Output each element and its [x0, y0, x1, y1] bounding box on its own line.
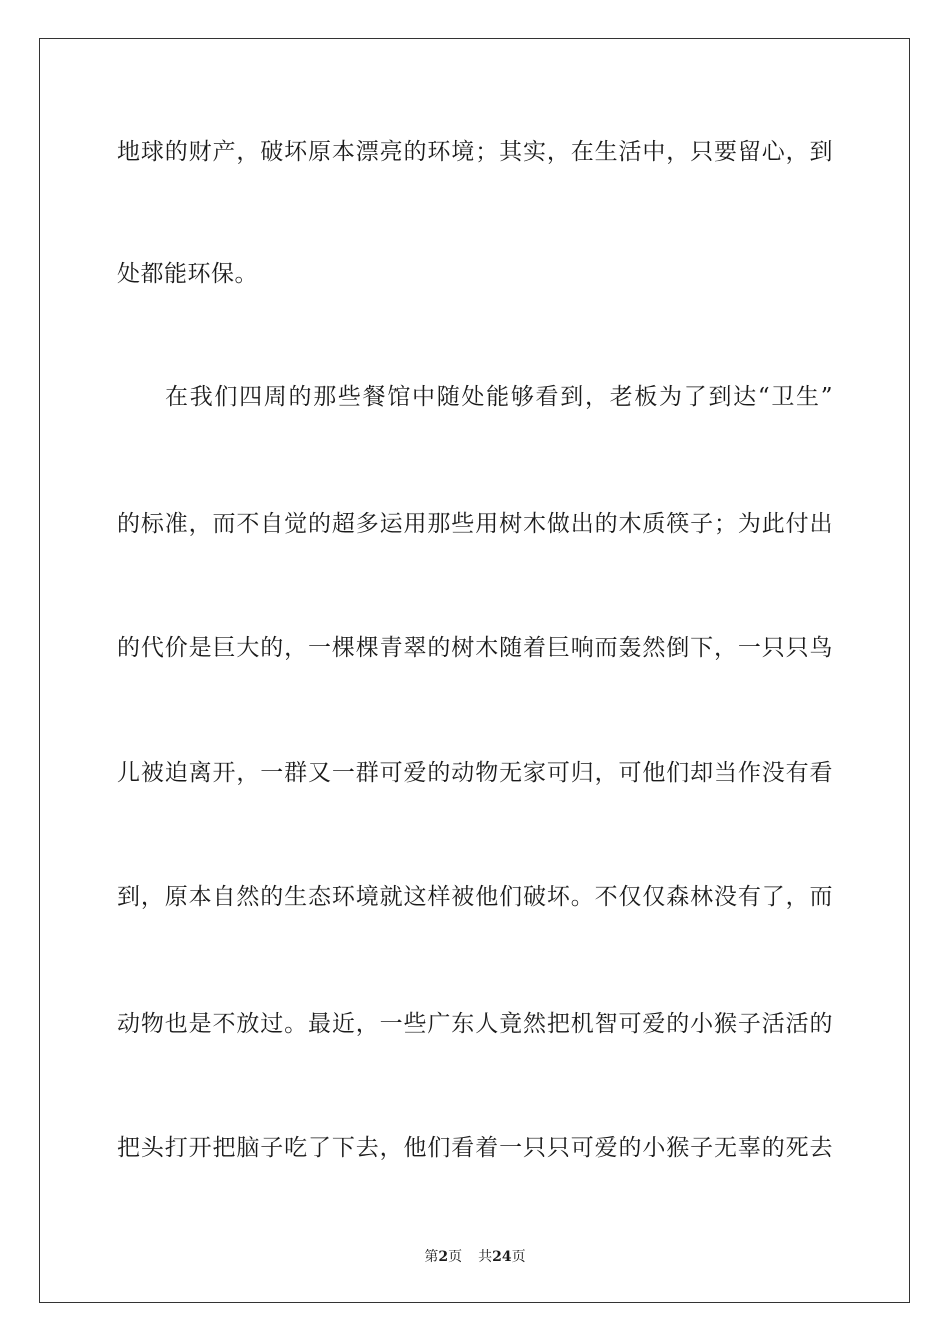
page-prefix: 第 [424, 1249, 439, 1265]
total-suffix: 页 [511, 1249, 526, 1265]
paragraph-first-line: 在我们四周的那些餐馆中随处能够看到，老板为了到达“卫生” [165, 384, 833, 410]
text-line-2: 处都能环保。 [117, 261, 258, 287]
current-page-number: 2 [438, 1249, 449, 1265]
text-line-7: 到，原本自然的生态环境就这样被他们破坏。不仅仅森林没有了，而 [117, 884, 833, 910]
text-line-9: 把头打开把脑子吃了下去，他们看着一只只可爱的小猴子无辜的死去 [117, 1135, 833, 1161]
text-line-4: 的标准，而不自觉的超多运用那些用树木做出的木质筷子；为此付出 [117, 511, 833, 537]
total-pages-number: 24 [492, 1249, 512, 1265]
text-line-1: 地球的财产，破坏原本漂亮的环境；其实，在生活中，只要留心，到 [117, 139, 833, 165]
page-suffix: 页 [448, 1249, 463, 1265]
total-prefix: 共 [478, 1249, 493, 1265]
page-footer [0, 1248, 950, 1266]
text-line-8: 动物也是不放过。最近，一些广东人竟然把机智可爱的小猴子活活的 [117, 1011, 833, 1037]
text-line-6: 儿被迫离开，一群又一群可爱的动物无家可归，可他们却当作没有看 [117, 760, 833, 786]
text-line-5: 的代价是巨大的，一棵棵青翠的树木随着巨响而轰然倒下，一只只鸟 [117, 635, 833, 661]
page-border [39, 38, 910, 1303]
